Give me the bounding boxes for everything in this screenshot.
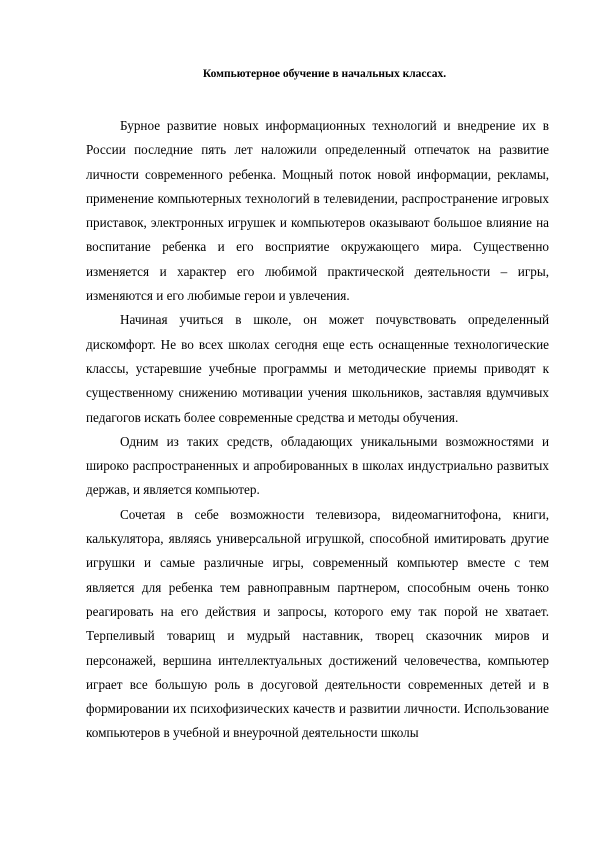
paragraph: Начиная учиться в школе, он может почувствовать определенный дискомфорт. Не во всех школах сегодня еще есть оснащенные технологические классы, устаревшие учебные программы и методические приемы приводят к существенному снижению мотивации учения школьников, заставляя вдумчивых педагогов искать более современные средства и методы обучения. (86, 312, 549, 425)
paragraph: Одним из таких средств, обладающих уникальными возможностями и широко распространенных и апробированных в школах индустриально развитых держав, и является компьютер. (86, 433, 549, 498)
paragraph: Бурное развитие новых информационных технологий и внедрение их в России последние пять лет наложили определенный отпечаток на развитие личности современного ребенка. Мощный поток новой информации, рекламы, применение компьютерных технологий в телевидении, распространение игровых приставок, электронных игрушек и компьютеров оказывают большое влияние на воспитание ребенка и его восприятие окружающего мира. Существенно изменяется и характер его любимой практической деятельности – игры, изменяются и его любимые герои и увлечения. (86, 118, 549, 304)
paragraph: Сочетая в себе возможности телевизора, видеомагнитофона, книги, калькулятора, являясь универсальной игрушкой, способной имитировать другие игрушки и самые различные игры, современный компьютер вместе с тем является для ребенка тем равноправным партнером, способным очень тонко реагировать на его действия и запросы, которого ему так порой не хватает. Терпеливый товарищ и мудрый наставник, творец сказочник миров и персонажей, вершина интеллектуальных достижений человечества, компьютер играет все большую роль в досуговой деятельности современных детей и в формировании их психофизических качеств и развитии личности. Использование компьютеров в учебной и внеурочной деятельности школы (86, 506, 549, 741)
document-title: Компьютерное обучение в начальных классах. (202, 68, 447, 80)
document-body (86, 114, 549, 746)
